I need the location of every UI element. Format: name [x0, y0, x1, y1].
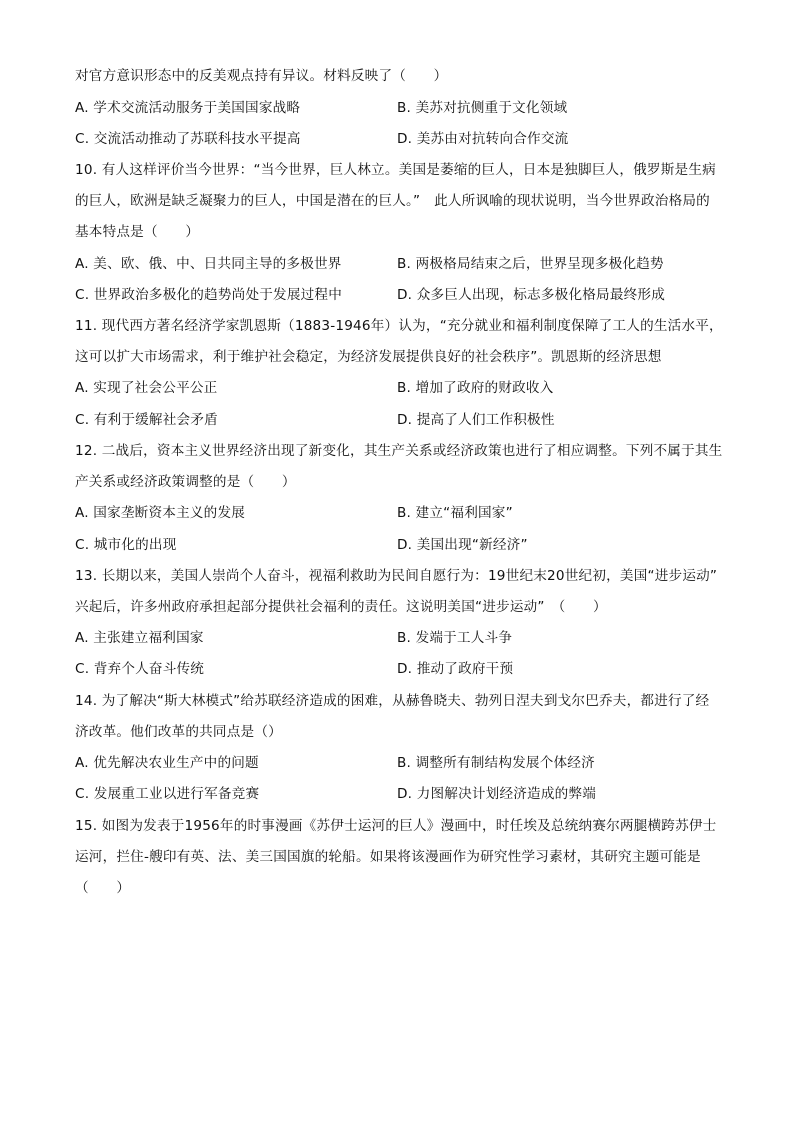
- q13-stem-line-2: 兴起后，许多州政府承担起部分提供社会福利的责任。这说明美国“进步运动” （ ）: [75, 599, 607, 615]
- q10-option-c: C. 世界政治多极化的趋势尚处于发展过程中: [75, 287, 343, 303]
- q13-option-b: B. 发端于工人斗争: [397, 630, 513, 646]
- q13-stem-line-1: 13. 长期以来，美国人崇尚个人奋斗，视福利救助为民间自愿行为：19世纪末20世纪初，美国“进步运动”: [75, 568, 718, 584]
- q10-option-b: B. 两极格局结束之后，世界呈现多极化趋势: [397, 256, 664, 272]
- q14-option-b: B. 调整所有制结构发展个体经济: [397, 755, 595, 771]
- q9-option-c: C. 交流活动推动了苏联科技水平提高: [75, 131, 301, 147]
- q9-option-b: B. 美苏对抗侧重于文化领域: [397, 100, 568, 116]
- q13-option-d: D. 推动了政府干预: [397, 661, 514, 677]
- q15-stem-line-1: 15. 如图为发表于1956年的时事漫画《苏伊士运河的巨人》漫画中，时任埃及总统纳赛尔两腿横跨苏伊士: [75, 818, 717, 834]
- q11-option-d: D. 提高了人们工作积极性: [397, 412, 555, 428]
- q11-stem-line-1: 11. 现代西方著名经济学家凯恩斯（1883-1946年）认为，“充分就业和福利制度保障了工人的生活水平，: [75, 318, 723, 334]
- q10-option-d: D. 众多巨人出现，标志多极化格局最终形成: [397, 287, 665, 303]
- q12-stem-line-1: 12. 二战后，资本主义世界经济出现了新变化，其生产关系或经济政策也进行了相应调整。下列不属于其生: [75, 443, 723, 459]
- q14-stem-line-2: 济改革。他们改革的共同点是（）: [75, 724, 282, 740]
- q15-stem-line-3: （ ）: [75, 880, 131, 896]
- q14-option-d: D. 力图解决计划经济造成的弊端: [397, 786, 597, 802]
- q13-option-c: C. 背弃个人奋斗传统: [75, 661, 205, 677]
- q11-option-b: B. 增加了政府的财政收入: [397, 380, 554, 396]
- q12-option-b: B. 建立“福利国家”: [397, 505, 513, 521]
- q9-option-d: D. 美苏由对抗转向合作交流: [397, 131, 569, 147]
- q12-option-d: D. 美国出现“新经济”: [397, 537, 528, 553]
- q12-option-a: A. 国家垄断资本主义的发展: [75, 505, 246, 521]
- q10-stem-line-2: 的巨人，欧洲是缺乏凝聚力的巨人，中国是潜在的巨人。” 此人所讽喻的现状说明，当今世界政治格局的: [75, 193, 710, 209]
- q12-stem-line-2: 产关系或经济政策调整的是（ ）: [75, 474, 296, 490]
- q14-option-c: C. 发展重工业以进行军备竞赛: [75, 786, 260, 802]
- q9-stem-tail: 对官方意识形态中的反美观点持有异议。材料反映了（ ）: [75, 68, 448, 84]
- q12-option-c: C. 城市化的出现: [75, 537, 177, 553]
- q10-option-a: A. 美、欧、俄、中、日共同主导的多极世界: [75, 256, 342, 272]
- q14-option-a: A. 优先解决农业生产中的问题: [75, 755, 259, 771]
- q11-option-c: C. 有利于缓解社会矛盾: [75, 412, 218, 428]
- q11-option-a: A. 实现了社会公平公正: [75, 380, 218, 396]
- q10-stem-line-3: 基本特点是（ ）: [75, 224, 200, 240]
- q15-stem-line-2: 运河，拦住-艘印有英、法、美三国国旗的轮船。如果将该漫画作为研究性学习素材，其研究主题可能是: [75, 849, 701, 865]
- q14-stem-line-1: 14. 为了解决“斯大林模式”给苏联经济造成的困难，从赫鲁晓夫、勃列日涅夫到戈尔巴乔夫，都进行了经: [75, 693, 710, 709]
- q9-option-a: A. 学术交流活动服务于美国国家战略: [75, 100, 301, 116]
- q11-stem-line-2: 这可以扩大市场需求，利于维护社会稳定，为经济发展提供良好的社会秩序”。凯恩斯的经济思想: [75, 349, 662, 365]
- q10-stem-line-1: 10. 有人这样评价当今世界：“当今世界，巨人林立。美国是萎缩的巨人，日本是独脚巨人，俄罗斯是生病: [75, 162, 716, 178]
- q13-option-a: A. 主张建立福利国家: [75, 630, 204, 646]
